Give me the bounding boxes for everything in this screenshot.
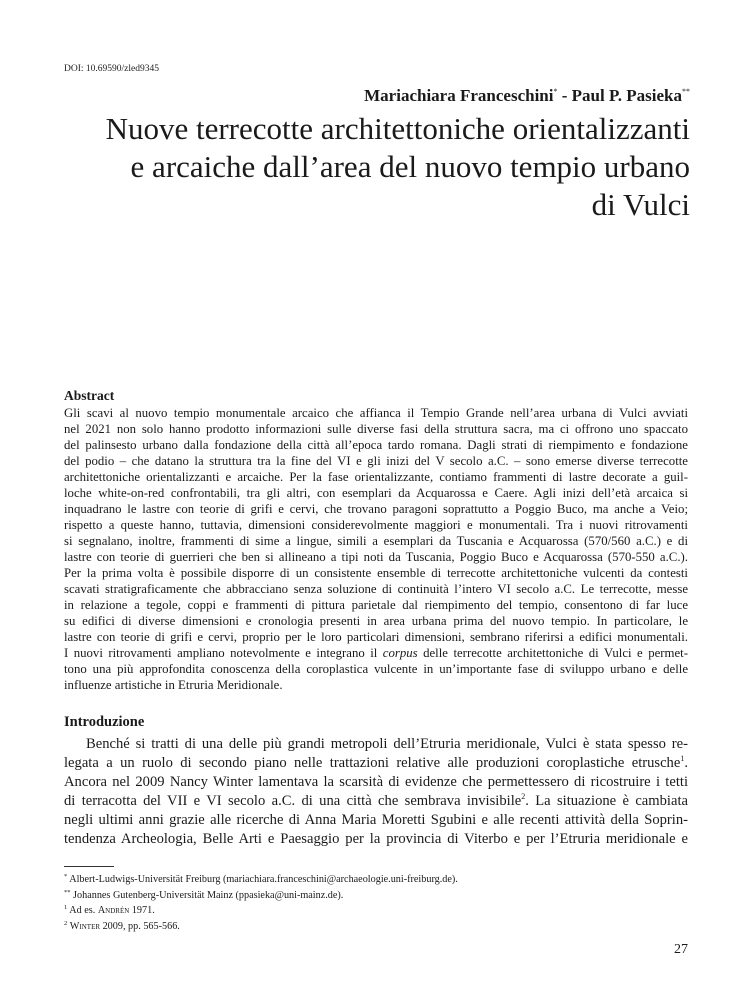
abstract-section: [64, 388, 688, 693]
introduction-body: [64, 735, 688, 849]
italic-term: corpus: [382, 646, 418, 660]
paper-title: [50, 110, 690, 224]
text-span: I nuovi ritrovamenti ampliano notevolmente e integrano il: [64, 646, 383, 660]
text-line: in relazione a tegole, coppi e frammenti di pittura parietale dal riempimento del tempio, consentono di far luce: [64, 598, 688, 612]
authors-line: [364, 86, 690, 106]
text-line: su edifici di diverse dimensioni e cronologia presenti in area urbana prima del nuovo tempio. In particolare, le: [64, 614, 688, 628]
text-line: del palinsesto urbano dalla fondazione della città all’epoca tardo romana. Dagli strati di riempimento e fondazione: [64, 438, 688, 452]
doi-label: DOI: 10.69590/zled9345: [64, 64, 159, 74]
title-line: Nuove terrecotte architettoniche orientalizzanti: [105, 111, 690, 146]
citation-author: Andrén: [97, 905, 130, 916]
text-line: nel 2021 non solo hanno prodotto informazioni sulle diverse fasi della struttura sacra, ma ci offrono uno spaccato: [64, 422, 688, 436]
footnote-text: Albert-Ludwigs-Universität Freiburg (mariachiara.franceschini@archaeologie.uni-freiburg.de).: [67, 874, 458, 885]
footnote-1: [64, 903, 688, 919]
author-separator: -: [557, 86, 572, 105]
text-line: scavati stratigraficamente che abbracciano senza soluzione di continuità l’intero VI secolo a.C. Le terrecotte, messe: [64, 582, 688, 596]
text-line: [64, 754, 688, 773]
text-line: [64, 792, 688, 811]
introduction-section: [64, 714, 688, 849]
footnote-affiliation-2: [64, 888, 688, 904]
text-line: influenze artistiche in Etruria Meridionale.: [64, 678, 283, 692]
introduction-heading: Introduzione: [64, 714, 145, 730]
title-line: e arcaiche dall’area del nuovo tempio urbano: [130, 149, 690, 184]
abstract-body: [64, 405, 688, 693]
text-span: .: [684, 755, 688, 771]
footnote-marker: **: [64, 888, 71, 896]
text-line: Benché si tratti di una delle più grandi metropoli dell’Etruria meridionale, Vulci è stata spesso re-: [86, 736, 688, 752]
text-span: . La situazione è cambiata: [525, 793, 688, 809]
text-line: architettoniche orientalizzanti e arcaiche. Per la fase orientalizzante, contiamo frammenti di lastre decorate a guil-: [64, 470, 688, 484]
text-span: legata a un ruolo di secondo piano nelle trattazioni relative alle produzioni coroplastiche etrusche: [64, 755, 681, 771]
text-line: Gli scavi al nuovo tempio monumentale arcaico che affianca il Tempio Grande nell’area urbana di Vulci avviati: [64, 406, 688, 420]
page-number: 27: [674, 942, 688, 957]
footnote-text: Johannes Gutenberg-Universität Mainz (ppasieka@uni-mainz.de).: [70, 889, 344, 901]
text-line: si segnalano, inoltre, frammenti di sime a lingue, simili a esemplari da Tuscania e Acquarossa (570/560 a.C.) e di: [64, 534, 688, 548]
text-line: Per la prima volta è possibile disporre di un consistente ensemble di terrecotte architettoniche vulcenti da contesti: [64, 566, 688, 580]
text-line: tono una più approfondita conoscenza della coroplastica vulcente in un’importante fase di sviluppo urbano e delle: [64, 662, 688, 676]
abstract-heading: Abstract: [64, 388, 115, 403]
text-line: inquadrano le lastre con teorie di grifi e cervi, che trovano paragoni soprattutto a Poggio Buco, ma anche a Veio;: [64, 502, 688, 516]
footnote-text: 2009, pp. 565-566.: [100, 920, 180, 932]
text-line: rispetto a queste hanno, tuttavia, dimensioni considerevolmente maggiori e monumentali. Tra i nuovi ritrovamenti: [64, 518, 688, 532]
author-name: Paul P. Pasieka: [571, 86, 682, 105]
footnote-marker: 2: [64, 919, 68, 927]
footnote-text: Ad es.: [67, 905, 98, 916]
text-line: loche white-on-red confrontabili, tra gli altri, con esemplari da Acquarossa e Caere. Agli inizi dell’età arcaica si: [64, 486, 688, 500]
text-line: del podio – che datano la struttura tra la fine del VI e gli inizi del V secolo a.C. – sono emerse diverse terrecotte: [64, 454, 688, 468]
footnote-marker: *: [553, 87, 558, 96]
footnote-marker: *: [64, 873, 68, 880]
text-span: di terracotta del VII e VI secolo a.C. di una città che sembrava invisibile: [64, 793, 522, 809]
footnote-2: [64, 919, 688, 935]
text-line: [64, 645, 688, 661]
author-name: Mariachiara Franceschini: [364, 86, 554, 105]
text-line: lastre con teorie di grifi e cervi, proprio per le loro particolari dimensioni, sembrano riferirsi a edifici monumentali.: [64, 630, 688, 644]
footnote-affiliation-1: [64, 872, 688, 888]
footnotes-section: [64, 872, 688, 934]
citation-author: Winter: [69, 920, 101, 932]
text-line: tendenza Archeologia, Belle Arti e Paesaggio per la provincia di Viterbo e per l’Etruria meridionale e: [64, 831, 688, 847]
text-line: Ancora nel 2009 Nancy Winter lamentava la scarsità di evidenze che permettessero di ricostruire i tetti: [64, 774, 688, 790]
footnote-marker: **: [682, 87, 690, 96]
text-line: negli ultimi anni grazie alle ricerche di Anna Maria Moretti Sgubini e alle recenti attività della Soprin-: [64, 812, 688, 828]
footnote-marker: 1: [64, 904, 68, 911]
footnote-ref[interactable]: 2: [521, 792, 526, 801]
text-span: delle terrecotte architettoniche di Vulci e permet-: [417, 646, 688, 660]
footnote-divider: [64, 866, 114, 867]
abstract-paragraph: [64, 405, 688, 693]
footnote-ref[interactable]: 1: [680, 754, 685, 763]
footnote-text: 1971.: [129, 905, 155, 916]
text-line: lastre con teorie di guerrieri che ben si allineano a tipi noti da Tuscania, Poggio Buco e Acquarossa (570-550 a.C.).: [64, 550, 688, 564]
title-line: di Vulci: [591, 187, 690, 222]
